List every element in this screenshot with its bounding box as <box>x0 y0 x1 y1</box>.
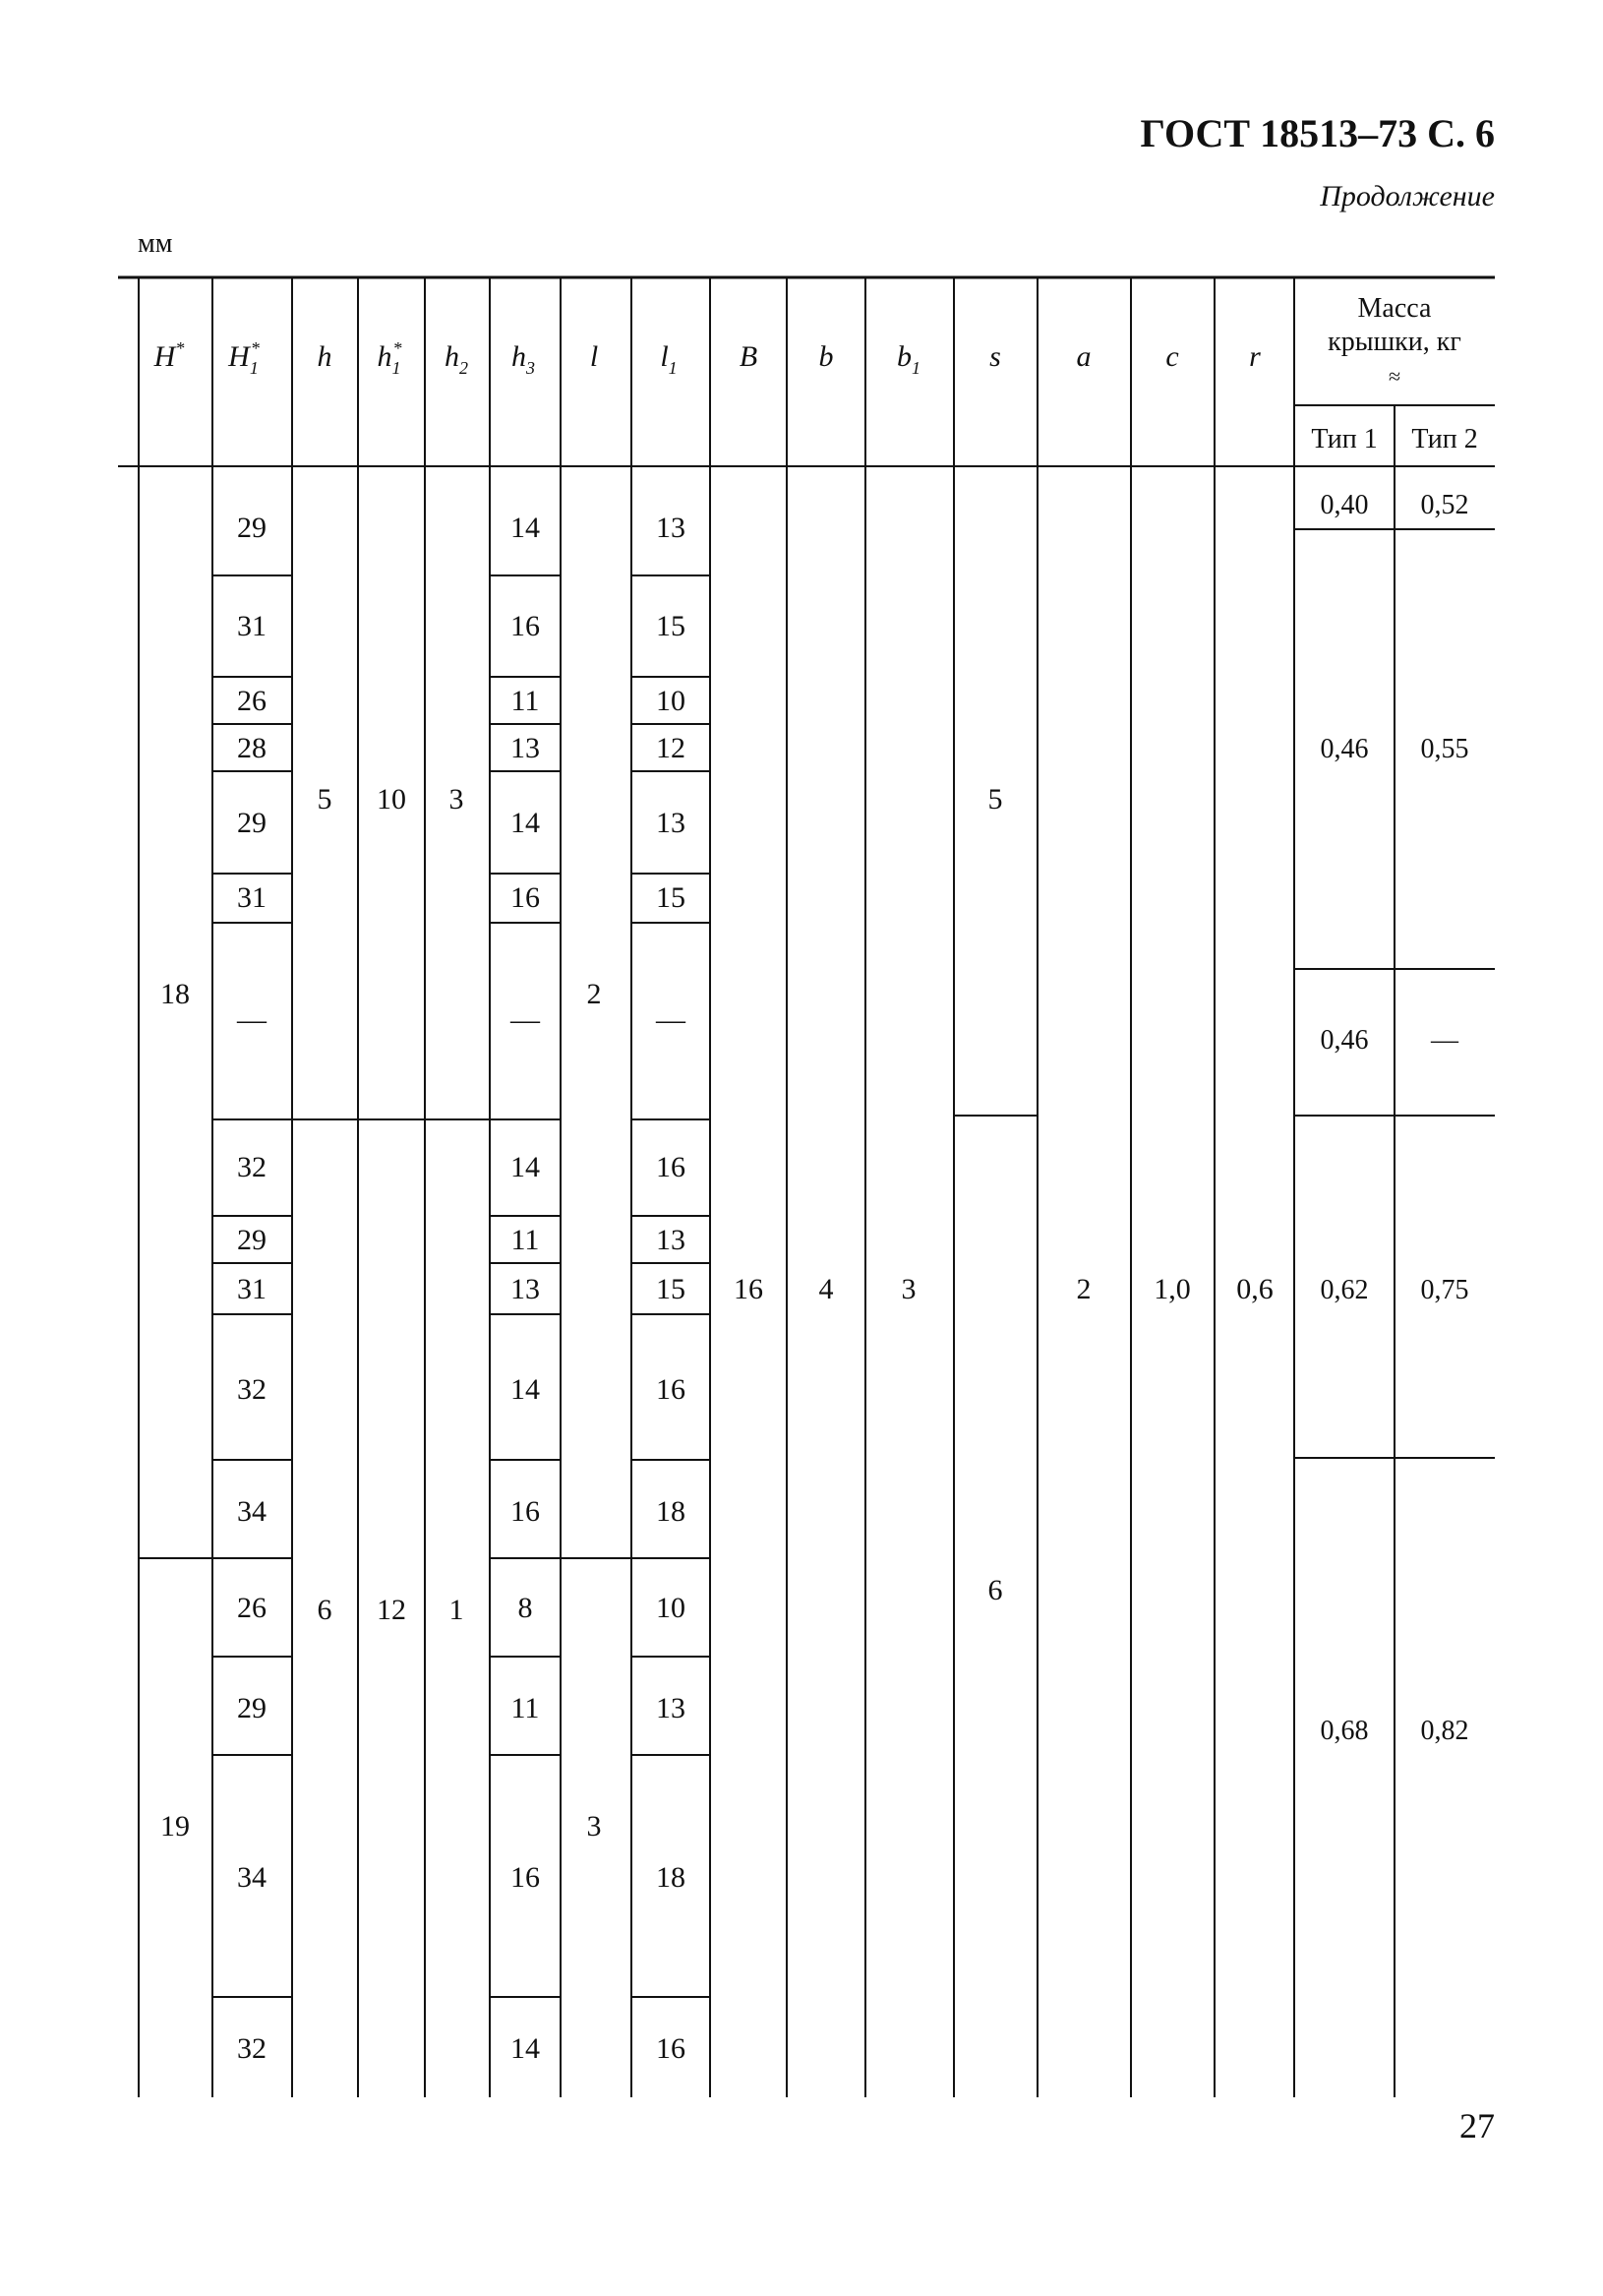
header-a: a <box>1076 340 1092 373</box>
cell-mass-type2: — <box>1431 1025 1458 1056</box>
cell-mass-type1: 0,40 <box>1320 490 1369 520</box>
cell-l1: 16 <box>656 1373 685 1406</box>
cell-b: 4 <box>818 1273 834 1305</box>
cell-h3: 16 <box>510 1861 540 1894</box>
header-r: r <box>1249 340 1261 373</box>
cell-l1: 15 <box>656 881 685 914</box>
cell-H1: 29 <box>237 512 267 544</box>
header-h1: $h_1*$ <box>377 338 402 378</box>
cell-h3: 14 <box>510 807 540 839</box>
header-l1: $l_1$ <box>660 340 678 378</box>
cell-r: 0,6 <box>1236 1273 1274 1305</box>
cell-H1: 26 <box>237 685 267 717</box>
unit-label: мм <box>138 228 173 259</box>
cell-h3: 14 <box>510 1151 540 1183</box>
cell-H1: 32 <box>237 1151 267 1183</box>
cell-H1: 31 <box>237 881 267 914</box>
cell-s: 5 <box>987 783 1003 816</box>
cell-c: 1,0 <box>1154 1273 1191 1305</box>
cell-l1: 16 <box>656 2032 685 2065</box>
cell-l1: 18 <box>656 1861 685 1894</box>
cell-h3: 8 <box>517 1592 533 1624</box>
cell-H: 19 <box>160 1810 190 1843</box>
cell-h3: 13 <box>510 732 540 764</box>
cell-l1: 10 <box>656 685 685 717</box>
cell-h: 6 <box>317 1594 332 1626</box>
cell-l1: 13 <box>656 512 685 544</box>
cell-mass-type1: 0,46 <box>1320 1025 1369 1056</box>
header-s: s <box>989 340 1001 373</box>
header-h: h <box>317 340 332 373</box>
cell-h3: 13 <box>510 1273 540 1305</box>
cell-mass-type2: 0,55 <box>1420 734 1469 764</box>
cell-l1: 15 <box>656 610 685 642</box>
cell-H1: 28 <box>237 732 267 764</box>
cell-l1: 10 <box>656 1592 685 1624</box>
cell-mass-type2: 0,52 <box>1420 490 1469 520</box>
cell-h3: 14 <box>510 2032 540 2065</box>
cell-l1: 13 <box>656 1224 685 1256</box>
header-c: c <box>1165 340 1179 373</box>
header-h3: $h_3$ <box>511 340 535 378</box>
cell-B: 16 <box>734 1273 763 1305</box>
cell-h3: 16 <box>510 610 540 642</box>
cell-mass-type2: 0,82 <box>1420 1716 1469 1746</box>
header-b1: $b_1$ <box>897 340 920 378</box>
cell-h3: 14 <box>510 1373 540 1406</box>
cell-H1: 29 <box>237 1224 267 1256</box>
document-title: ГОСТ 18513–73 С. 6 <box>1140 111 1495 155</box>
cell-b1: 3 <box>901 1273 917 1305</box>
cell-h3: 11 <box>510 685 540 717</box>
cell-mass-type1: 0,68 <box>1320 1716 1369 1746</box>
cell-l1: 13 <box>656 1692 685 1724</box>
cell-H1: 31 <box>237 610 267 642</box>
cell-l: 2 <box>586 978 602 1010</box>
header-type2: Тип 2 <box>1411 424 1478 454</box>
cell-l1: 13 <box>656 807 685 839</box>
header-H1: $H_1*$ <box>228 338 260 378</box>
cell-h3: 11 <box>510 1692 540 1724</box>
cell-h: 5 <box>317 783 332 816</box>
header-H: H* <box>153 338 185 373</box>
header-b: b <box>818 340 834 373</box>
header-type1: Тип 1 <box>1311 424 1378 454</box>
cell-H: 18 <box>160 978 190 1010</box>
cell-h1: 12 <box>377 1594 406 1626</box>
header-mass-line2: крышки, кг <box>1328 327 1461 357</box>
header-l: l <box>589 340 599 373</box>
continuation-label: Продолжение <box>1320 180 1495 212</box>
cell-H1: 26 <box>237 1592 267 1624</box>
cell-mass-type1: 0,62 <box>1320 1275 1369 1305</box>
cell-H1: 34 <box>237 1861 267 1894</box>
cell-mass-type2: 0,75 <box>1420 1275 1469 1305</box>
cell-h3: 16 <box>510 1495 540 1528</box>
cell-h3: 11 <box>510 1224 540 1256</box>
cell-a: 2 <box>1076 1273 1092 1305</box>
cell-l1: 16 <box>656 1151 685 1183</box>
cell-h3: 16 <box>510 881 540 914</box>
cell-H1: 31 <box>237 1273 267 1305</box>
cell-H1: — <box>237 1003 267 1036</box>
cell-h3: — <box>510 1003 540 1036</box>
header-B: B <box>739 340 758 373</box>
cell-H1: 29 <box>237 807 267 839</box>
header-h2: $h_2$ <box>445 340 468 378</box>
cell-mass-type1: 0,46 <box>1320 734 1369 764</box>
cell-H1: 29 <box>237 1692 267 1724</box>
cell-l1: 18 <box>656 1495 685 1528</box>
cell-s: 6 <box>987 1574 1003 1606</box>
cell-h2: 3 <box>448 783 464 816</box>
cell-l1: 12 <box>656 732 685 764</box>
cell-h1: 10 <box>377 783 406 816</box>
cell-l: 3 <box>586 1810 602 1843</box>
cell-h2: 1 <box>448 1594 464 1626</box>
cell-H1: 32 <box>237 1373 267 1406</box>
page-number: 27 <box>1459 2106 1495 2145</box>
cell-H1: 32 <box>237 2032 267 2065</box>
header-mass-approx: ≈ <box>1388 364 1401 389</box>
cell-h3: 14 <box>510 512 540 544</box>
cell-l1: — <box>656 1003 685 1036</box>
header-mass-line1: Масса <box>1357 293 1432 324</box>
cell-H1: 34 <box>237 1495 267 1528</box>
cell-l1: 15 <box>656 1273 685 1305</box>
